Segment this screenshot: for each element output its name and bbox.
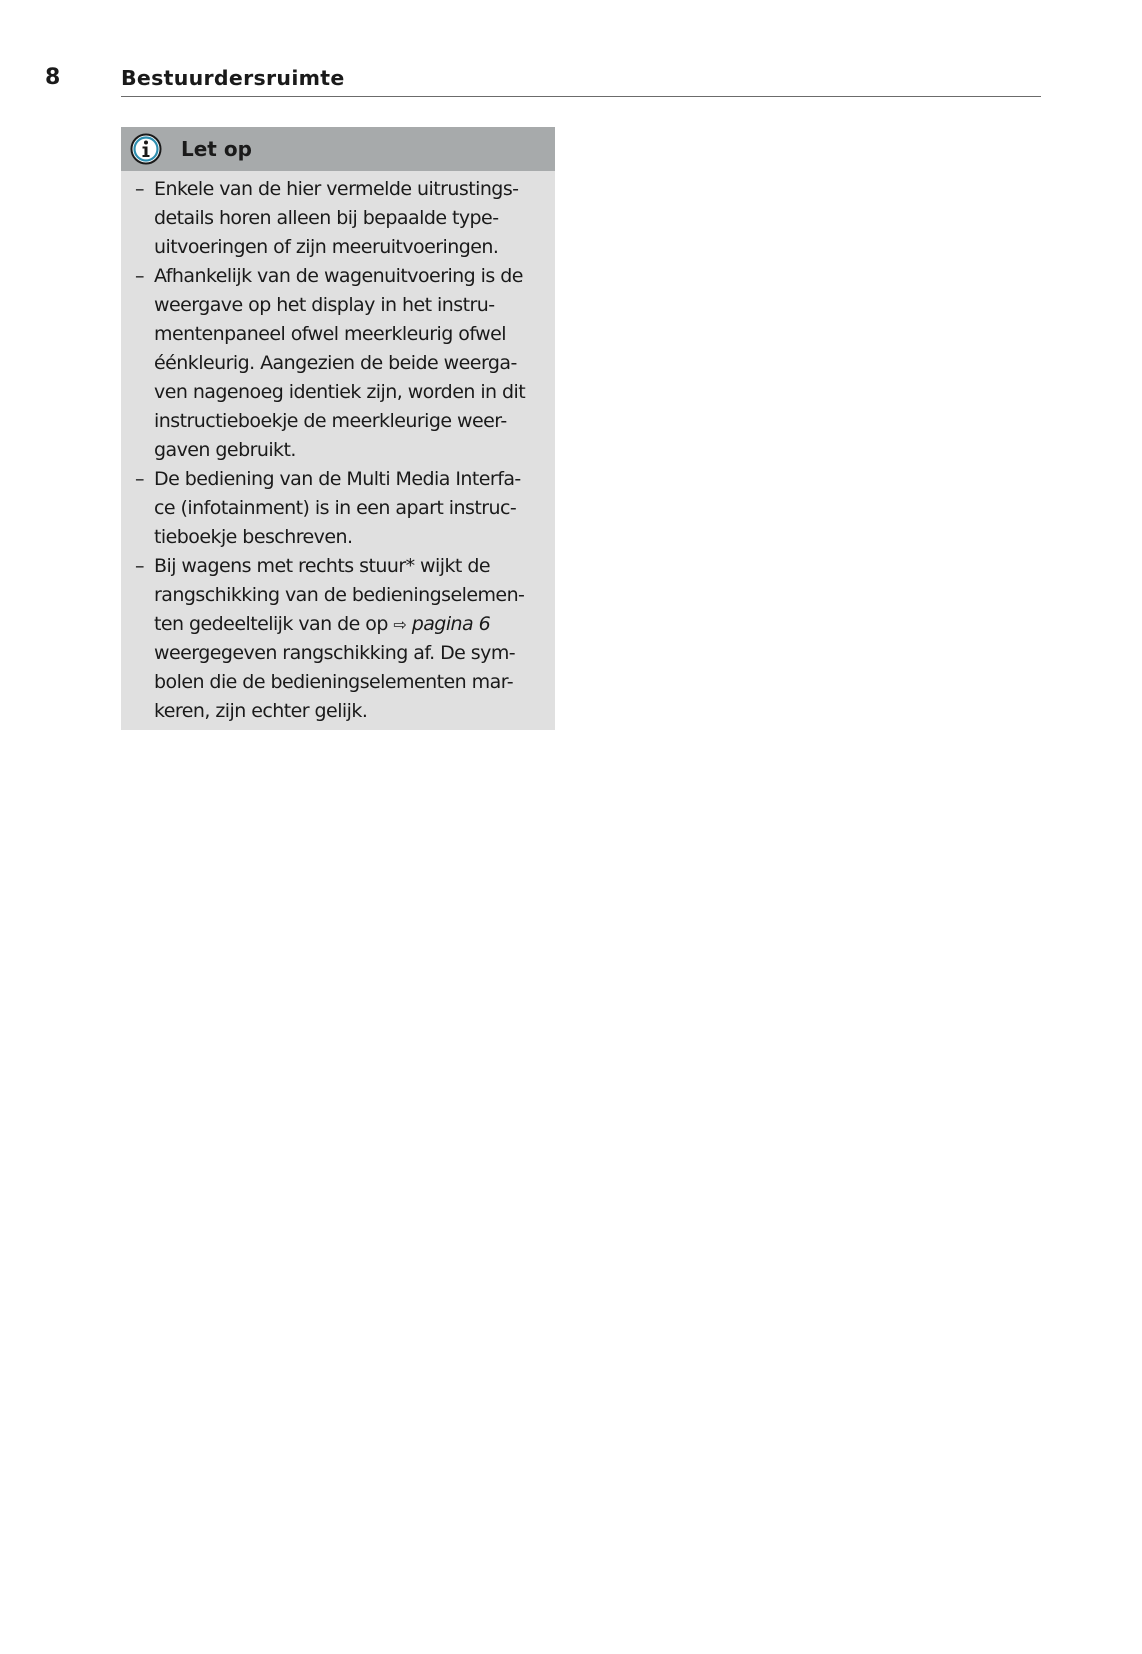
item-text-line: ce (infotainment) is in een apart instruc- (154, 497, 517, 519)
list-item (121, 175, 555, 262)
item-text-line: rangschikking van de bedieningselemen- (154, 584, 525, 606)
item-text-line: Enkele van de hier vermelde uitrustings- (154, 178, 519, 200)
note-box (121, 127, 555, 730)
item-text-line: ven nagenoeg identiek zijn, worden in dit (154, 381, 526, 403)
page-number: 8 (45, 65, 61, 90)
item-text-line: tieboekje beschreven. (154, 526, 353, 548)
item-text-line: details horen alleen bij bepaalde type- (154, 207, 499, 229)
list-dash: – (135, 265, 145, 287)
item-text-line: instructieboekje de meerkleurige weer- (154, 410, 507, 432)
item-text-line: éénkleurig. Aangezien de beide weerga- (154, 352, 517, 374)
item-text-line: weergegeven rangschikking af. De sym- (154, 642, 516, 664)
note-header (121, 127, 555, 171)
item-text-line: Bij wagens met rechts stuur* wijkt de (154, 555, 490, 577)
item-text-line: bolen die de bedieningselementen mar- (154, 671, 514, 693)
item-text-line: gaven gebruikt. (154, 439, 296, 461)
list-item (121, 262, 555, 465)
page-reference-link[interactable]: pagina 6 (411, 613, 491, 635)
list-dash: – (135, 468, 145, 490)
item-text-line: De bediening van de Multi Media Interfa- (154, 468, 521, 490)
list-dash: – (135, 178, 145, 200)
link-line-prefix: ten gedeeltelijk van de op (154, 613, 394, 635)
note-list (121, 175, 555, 726)
info-circle-icon (130, 133, 162, 165)
note-title: Let op (181, 137, 252, 161)
item-text-line-with-link (154, 610, 547, 639)
section-title: Bestuurdersruimte (121, 66, 345, 90)
list-item (121, 465, 555, 552)
item-text-line: weergave op het display in het instru- (154, 294, 495, 316)
item-text-line: mentenpaneel ofwel meerkleurig ofwel (154, 323, 506, 345)
item-text-line: keren, zijn echter gelijk. (154, 700, 368, 722)
header-divider (121, 96, 1041, 97)
item-text-line: uitvoeringen of zijn meeruitvoeringen. (154, 236, 499, 258)
arrow-right-icon[interactable]: ⇨ (393, 615, 407, 634)
item-text-line: Afhankelijk van de wagenuitvoering is de (154, 265, 523, 287)
page-header (0, 0, 1142, 100)
list-dash: – (135, 555, 145, 577)
list-item (121, 552, 555, 726)
